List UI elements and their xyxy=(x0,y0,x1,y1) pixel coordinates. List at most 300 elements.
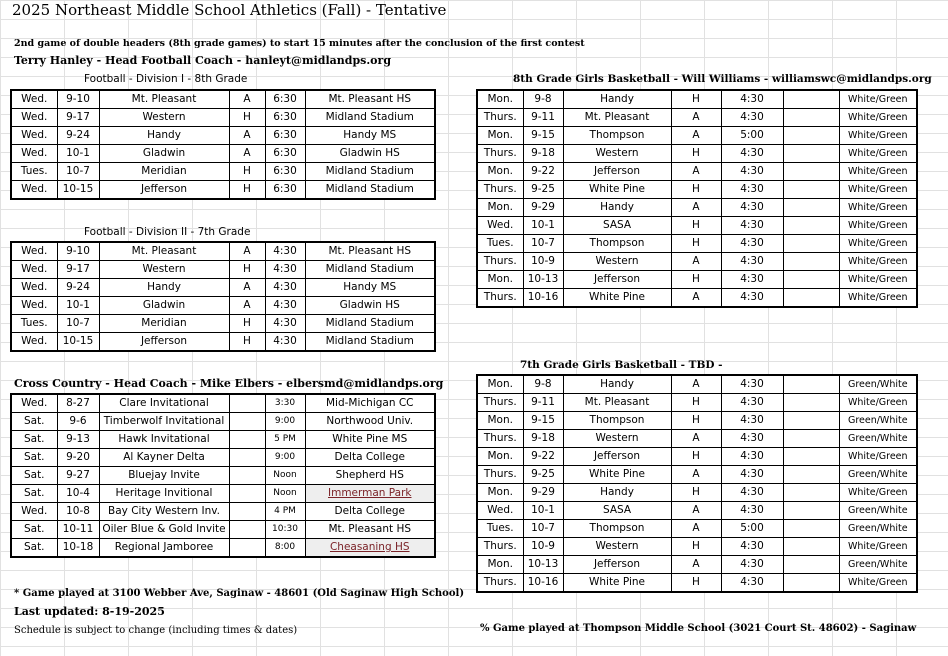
uniform-cell: White/Green xyxy=(839,289,917,308)
time-cell: 4:30 xyxy=(721,181,783,199)
day-cell: Wed. xyxy=(11,394,57,413)
table-row xyxy=(477,127,917,145)
table-row xyxy=(11,431,435,449)
home-away-cell: A xyxy=(671,163,721,181)
blank-cell xyxy=(783,199,839,217)
uniform-cell: White/Green xyxy=(839,199,917,217)
time-cell: 9:00 xyxy=(265,449,305,467)
time-cell: 4 PM xyxy=(265,503,305,521)
day-cell: Tues. xyxy=(11,315,57,333)
opponent-cell: Mt. Pleasant xyxy=(99,90,229,109)
home-away-cell: H xyxy=(229,163,265,181)
time-cell: 4:30 xyxy=(721,375,783,394)
home-away-cell: H xyxy=(229,181,265,200)
uniform-cell: Green/White xyxy=(839,502,917,520)
day-cell: Tues. xyxy=(477,235,523,253)
blank-cell xyxy=(783,181,839,199)
home-away-cell: H xyxy=(671,484,721,502)
opponent-cell: White Pine xyxy=(563,289,671,308)
table-row xyxy=(11,163,435,181)
date-cell: 9-10 xyxy=(57,90,99,109)
day-cell: Thurs. xyxy=(477,574,523,593)
home-away-cell: A xyxy=(671,253,721,271)
day-cell: Sat. xyxy=(11,467,57,485)
blank-cell xyxy=(783,574,839,593)
blank-cell xyxy=(783,217,839,235)
day-cell: Wed. xyxy=(11,279,57,297)
date-cell: 10-9 xyxy=(523,253,563,271)
home-away-cell: A xyxy=(671,466,721,484)
location-cell: Delta College xyxy=(305,449,435,467)
table-row xyxy=(11,521,435,539)
opponent-cell: Thompson xyxy=(563,412,671,430)
home-away-cell: H xyxy=(671,271,721,289)
day-cell: Mon. xyxy=(477,448,523,466)
time-cell: 4:30 xyxy=(721,538,783,556)
table-row xyxy=(477,574,917,593)
uniform-cell: Green/White xyxy=(839,375,917,394)
opponent-cell: Mt. Pleasant xyxy=(563,109,671,127)
date-cell: 10-7 xyxy=(523,235,563,253)
opponent-cell: Handy xyxy=(99,127,229,145)
opponent-cell: Western xyxy=(563,538,671,556)
time-cell: 4:30 xyxy=(265,279,305,297)
blank-cell xyxy=(783,466,839,484)
home-away-cell: H xyxy=(229,333,265,352)
home-away-cell: A xyxy=(671,520,721,538)
uniform-cell: White/Green xyxy=(839,181,917,199)
blank-cell xyxy=(783,253,839,271)
opponent-cell: Handy xyxy=(563,375,671,394)
table-row xyxy=(11,503,435,521)
table-row xyxy=(477,466,917,484)
day-cell: Thurs. xyxy=(477,430,523,448)
table-row xyxy=(477,412,917,430)
day-cell: Mon. xyxy=(477,199,523,217)
opponent-cell: Heritage Invitional xyxy=(99,485,229,503)
location-cell: Mid-Michigan CC xyxy=(305,394,435,413)
day-cell: Mon. xyxy=(477,163,523,181)
opponent-cell: Mt. Pleasant xyxy=(99,242,229,261)
uniform-cell: Green/White xyxy=(839,520,917,538)
opponent-cell: Timberwolf Invitational xyxy=(99,413,229,431)
home-away-cell: A xyxy=(671,430,721,448)
opponent-cell: Western xyxy=(563,253,671,271)
opponent-cell: Jefferson xyxy=(99,333,229,352)
home-away-cell: H xyxy=(229,109,265,127)
girls7-heading: 7th Grade Girls Basketball - TBD - xyxy=(520,359,723,371)
date-cell: 9-22 xyxy=(523,163,563,181)
date-cell: 9-18 xyxy=(523,430,563,448)
date-cell: 10-7 xyxy=(57,315,99,333)
location-link[interactable]: Immerman Park xyxy=(305,485,435,503)
blank-cell xyxy=(783,90,839,109)
time-cell: 4:30 xyxy=(721,163,783,181)
day-cell: Wed. xyxy=(11,90,57,109)
date-cell: 9-29 xyxy=(523,199,563,217)
home-away-cell: A xyxy=(229,127,265,145)
time-cell: 4:30 xyxy=(721,412,783,430)
home-away-cell: A xyxy=(671,289,721,308)
table-row xyxy=(11,449,435,467)
table-row xyxy=(477,484,917,502)
location-cell: White Pine MS xyxy=(305,431,435,449)
opponent-cell: White Pine xyxy=(563,466,671,484)
day-cell: Tues. xyxy=(11,163,57,181)
football-coach-heading: Terry Hanley - Head Football Coach - hanleyt@midlandps.org xyxy=(14,54,392,67)
footer-game-note: * Game played at 3100 Webber Ave, Saginaw - 48601 (Old Saginaw High School) xyxy=(14,588,465,599)
home-away-cell: A xyxy=(671,375,721,394)
opponent-cell: SASA xyxy=(563,217,671,235)
opponent-cell: Handy xyxy=(563,484,671,502)
time-cell: 6:30 xyxy=(265,109,305,127)
day-cell: Mon. xyxy=(477,271,523,289)
date-cell: 9-22 xyxy=(523,448,563,466)
time-cell: 5:00 xyxy=(721,127,783,145)
date-cell: 9-20 xyxy=(57,449,99,467)
table-row xyxy=(477,145,917,163)
table-row xyxy=(11,279,435,297)
home-away-cell: H xyxy=(671,412,721,430)
date-cell: 10-13 xyxy=(523,271,563,289)
home-away-cell: H xyxy=(671,574,721,593)
day-cell: Sat. xyxy=(11,431,57,449)
home-away-cell: H xyxy=(671,235,721,253)
cross-country-heading: Cross Country - Head Coach - Mike Elbers - elbersmd@midlandps.org xyxy=(14,377,444,390)
table-row xyxy=(477,538,917,556)
blank-cell xyxy=(783,556,839,574)
opponent-cell: SASA xyxy=(563,502,671,520)
time-cell: 4:30 xyxy=(721,289,783,308)
uniform-cell: White/Green xyxy=(839,235,917,253)
blank-cell xyxy=(783,520,839,538)
date-cell: 9-11 xyxy=(523,109,563,127)
opponent-cell: Handy xyxy=(99,279,229,297)
opponent-cell: Thompson xyxy=(563,127,671,145)
table-row xyxy=(477,430,917,448)
opponent-cell: Clare Invitational xyxy=(99,394,229,413)
date-cell: 10-8 xyxy=(57,503,99,521)
date-cell: 9-29 xyxy=(523,484,563,502)
date-cell: 9-18 xyxy=(523,145,563,163)
time-cell: 4:30 xyxy=(265,261,305,279)
time-cell: 8:00 xyxy=(265,539,305,558)
home-away-cell: H xyxy=(671,90,721,109)
time-cell: 6:30 xyxy=(265,181,305,200)
location-cell: Mt. Pleasant HS xyxy=(305,242,435,261)
blank-cell xyxy=(783,412,839,430)
time-cell: 4:30 xyxy=(265,315,305,333)
table-row xyxy=(477,271,917,289)
time-cell: 4:30 xyxy=(721,484,783,502)
date-cell: 10-1 xyxy=(523,502,563,520)
table-row xyxy=(11,394,435,413)
home-away-cell: H xyxy=(671,538,721,556)
date-cell: 10-16 xyxy=(523,289,563,308)
opponent-cell: Handy xyxy=(563,199,671,217)
uniform-cell: White/Green xyxy=(839,271,917,289)
day-cell: Thurs. xyxy=(477,145,523,163)
table-row xyxy=(477,90,917,109)
uniform-cell: White/Green xyxy=(839,127,917,145)
time-cell: 4:30 xyxy=(721,253,783,271)
opponent-cell: Western xyxy=(99,261,229,279)
day-cell: Sat. xyxy=(11,449,57,467)
time-cell: Noon xyxy=(265,485,305,503)
opponent-cell: Regional Jamboree xyxy=(99,539,229,558)
opponent-cell: Jefferson xyxy=(563,271,671,289)
time-cell: 4:30 xyxy=(721,466,783,484)
table-row xyxy=(11,109,435,127)
location-cell: Northwood Univ. xyxy=(305,413,435,431)
opponent-cell: Bay City Western Inv. xyxy=(99,503,229,521)
day-cell: Wed. xyxy=(11,503,57,521)
home-away-cell: H xyxy=(671,145,721,163)
blank-cell xyxy=(783,235,839,253)
date-cell: 10-4 xyxy=(57,485,99,503)
time-cell: 5:00 xyxy=(721,520,783,538)
cross-country-table xyxy=(10,393,436,558)
day-cell: Mon. xyxy=(477,484,523,502)
time-cell: 4:30 xyxy=(265,333,305,352)
uniform-cell: Green/White xyxy=(839,466,917,484)
home-away-cell: A xyxy=(671,502,721,520)
date-cell: 10-11 xyxy=(57,521,99,539)
day-cell: Wed. xyxy=(11,297,57,315)
home-away-cell: A xyxy=(229,297,265,315)
time-cell: 4:30 xyxy=(721,502,783,520)
doubleheader-note: 2nd game of double headers (8th grade games) to start 15 minutes after the conclusion of the first contest xyxy=(14,38,585,49)
day-cell: Sat. xyxy=(11,413,57,431)
blank-cell xyxy=(783,163,839,181)
day-cell: Sat. xyxy=(11,539,57,558)
uniform-cell: White/Green xyxy=(839,253,917,271)
day-cell: Sat. xyxy=(11,485,57,503)
table-row xyxy=(11,467,435,485)
uniform-cell: White/Green xyxy=(839,145,917,163)
table-row xyxy=(477,181,917,199)
date-cell: 9-8 xyxy=(523,90,563,109)
time-cell: 4:30 xyxy=(721,217,783,235)
location-cell: Shepherd HS xyxy=(305,467,435,485)
date-cell: 10-7 xyxy=(57,163,99,181)
time-cell: 3:30 xyxy=(265,394,305,413)
opponent-cell: Meridian xyxy=(99,315,229,333)
blank-cell xyxy=(783,538,839,556)
day-cell: Thurs. xyxy=(477,289,523,308)
opponent-cell: Jefferson xyxy=(563,556,671,574)
opponent-cell: Gladwin xyxy=(99,297,229,315)
table-row xyxy=(477,375,917,394)
home-away-cell: H xyxy=(229,315,265,333)
date-cell: 10-16 xyxy=(523,574,563,593)
home-away-cell: A xyxy=(671,109,721,127)
date-cell: 9-6 xyxy=(57,413,99,431)
home-away-cell xyxy=(229,467,265,485)
home-away-cell: H xyxy=(671,394,721,412)
home-away-cell: H xyxy=(671,181,721,199)
football-div1-table xyxy=(10,89,436,200)
uniform-cell: White/Green xyxy=(839,394,917,412)
uniform-cell: White/Green xyxy=(839,90,917,109)
day-cell: Mon. xyxy=(477,127,523,145)
blank-cell xyxy=(783,109,839,127)
date-cell: 10-9 xyxy=(523,538,563,556)
table-row xyxy=(477,253,917,271)
table-row xyxy=(477,163,917,181)
time-cell: 4:30 xyxy=(721,109,783,127)
home-away-cell xyxy=(229,431,265,449)
opponent-cell: Thompson xyxy=(563,235,671,253)
day-cell: Thurs. xyxy=(477,253,523,271)
date-cell: 9-24 xyxy=(57,127,99,145)
table-row xyxy=(11,145,435,163)
uniform-cell: White/Green xyxy=(839,574,917,593)
day-cell: Wed. xyxy=(11,127,57,145)
time-cell: 9:00 xyxy=(265,413,305,431)
day-cell: Wed. xyxy=(11,145,57,163)
table-row xyxy=(477,520,917,538)
uniform-cell: White/Green xyxy=(839,448,917,466)
table-row xyxy=(11,539,435,558)
blank-cell xyxy=(783,430,839,448)
opponent-cell: Jefferson xyxy=(99,181,229,200)
date-cell: 9-10 xyxy=(57,242,99,261)
location-link[interactable]: Cheasaning HS xyxy=(305,539,435,558)
blank-cell xyxy=(783,502,839,520)
home-away-cell: A xyxy=(671,556,721,574)
table-row xyxy=(477,394,917,412)
date-cell: 9-11 xyxy=(523,394,563,412)
opponent-cell: Jefferson xyxy=(563,448,671,466)
home-away-cell xyxy=(229,485,265,503)
table-row xyxy=(11,297,435,315)
table-row xyxy=(11,315,435,333)
home-away-cell: A xyxy=(229,279,265,297)
uniform-cell: White/Green xyxy=(839,109,917,127)
blank-cell xyxy=(783,289,839,308)
day-cell: Thurs. xyxy=(477,109,523,127)
girls8-table xyxy=(476,89,918,308)
location-cell: Midland Stadium xyxy=(305,333,435,352)
time-cell: 4:30 xyxy=(721,235,783,253)
uniform-cell: White/Green xyxy=(839,217,917,235)
date-cell: 9-8 xyxy=(523,375,563,394)
day-cell: Wed. xyxy=(11,109,57,127)
day-cell: Thurs. xyxy=(477,538,523,556)
time-cell: 6:30 xyxy=(265,145,305,163)
day-cell: Wed. xyxy=(11,181,57,200)
footer-thompson-note: % Game played at Thompson Middle School (3021 Court St. 48602) - Saginaw xyxy=(480,623,917,634)
table-row xyxy=(477,199,917,217)
date-cell: 9-27 xyxy=(57,467,99,485)
time-cell: 4:30 xyxy=(721,448,783,466)
home-away-cell: H xyxy=(671,217,721,235)
time-cell: 4:30 xyxy=(721,394,783,412)
blank-cell xyxy=(783,484,839,502)
day-cell: Mon. xyxy=(477,375,523,394)
home-away-cell xyxy=(229,413,265,431)
opponent-cell: White Pine xyxy=(563,181,671,199)
time-cell: 4:30 xyxy=(721,556,783,574)
table-row xyxy=(477,289,917,308)
day-cell: Wed. xyxy=(11,261,57,279)
opponent-cell: Al Kayner Delta xyxy=(99,449,229,467)
day-cell: Mon. xyxy=(477,90,523,109)
opponent-cell: Thompson xyxy=(563,520,671,538)
day-cell: Mon. xyxy=(477,556,523,574)
home-away-cell: H xyxy=(229,261,265,279)
time-cell: 4:30 xyxy=(721,145,783,163)
date-cell: 9-15 xyxy=(523,127,563,145)
day-cell: Sat. xyxy=(11,521,57,539)
location-cell: Gladwin HS xyxy=(305,145,435,163)
uniform-cell: White/Green xyxy=(839,484,917,502)
time-cell: 10:30 xyxy=(265,521,305,539)
day-cell: Wed. xyxy=(477,502,523,520)
day-cell: Wed. xyxy=(477,217,523,235)
day-cell: Tues. xyxy=(477,520,523,538)
table-row xyxy=(11,333,435,352)
time-cell: 4:30 xyxy=(721,574,783,593)
home-away-cell: A xyxy=(229,242,265,261)
home-away-cell: H xyxy=(671,448,721,466)
blank-cell xyxy=(783,127,839,145)
home-away-cell xyxy=(229,449,265,467)
table-row xyxy=(477,217,917,235)
table-row xyxy=(11,485,435,503)
location-cell: Midland Stadium xyxy=(305,163,435,181)
uniform-cell: Green/White xyxy=(839,430,917,448)
table-row xyxy=(11,242,435,261)
date-cell: 10-1 xyxy=(57,297,99,315)
time-cell: 4:30 xyxy=(265,242,305,261)
home-away-cell xyxy=(229,539,265,558)
day-cell: Wed. xyxy=(11,333,57,352)
opponent-cell: Western xyxy=(563,145,671,163)
location-cell: Delta College xyxy=(305,503,435,521)
opponent-cell: Gladwin xyxy=(99,145,229,163)
table-row xyxy=(11,413,435,431)
home-away-cell xyxy=(229,521,265,539)
opponent-cell: Oiler Blue & Gold Invite xyxy=(99,521,229,539)
location-cell: Mt. Pleasant HS xyxy=(305,521,435,539)
date-cell: 9-15 xyxy=(523,412,563,430)
time-cell: 4:30 xyxy=(721,199,783,217)
location-cell: Midland Stadium xyxy=(305,315,435,333)
home-away-cell xyxy=(229,394,265,413)
table-row xyxy=(477,556,917,574)
uniform-cell: White/Green xyxy=(839,538,917,556)
opponent-cell: Hawk Invitational xyxy=(99,431,229,449)
date-cell: 9-13 xyxy=(57,431,99,449)
location-cell: Midland Stadium xyxy=(305,181,435,200)
opponent-cell: Mt. Pleasant xyxy=(563,394,671,412)
time-cell: 4:30 xyxy=(721,430,783,448)
opponent-cell: Bluejay Invite xyxy=(99,467,229,485)
uniform-cell: Green/White xyxy=(839,412,917,430)
date-cell: 9-17 xyxy=(57,261,99,279)
location-cell: Handy MS xyxy=(305,279,435,297)
time-cell: 6:30 xyxy=(265,163,305,181)
uniform-cell: Green/White xyxy=(839,556,917,574)
opponent-cell: White Pine xyxy=(563,574,671,593)
opponent-cell: Handy xyxy=(563,90,671,109)
footer-change-note: Schedule is subject to change (including times & dates) xyxy=(14,625,298,636)
date-cell: 10-15 xyxy=(57,181,99,200)
table-row xyxy=(11,127,435,145)
football-div2-heading: Football - Division II - 7th Grade xyxy=(84,226,251,238)
